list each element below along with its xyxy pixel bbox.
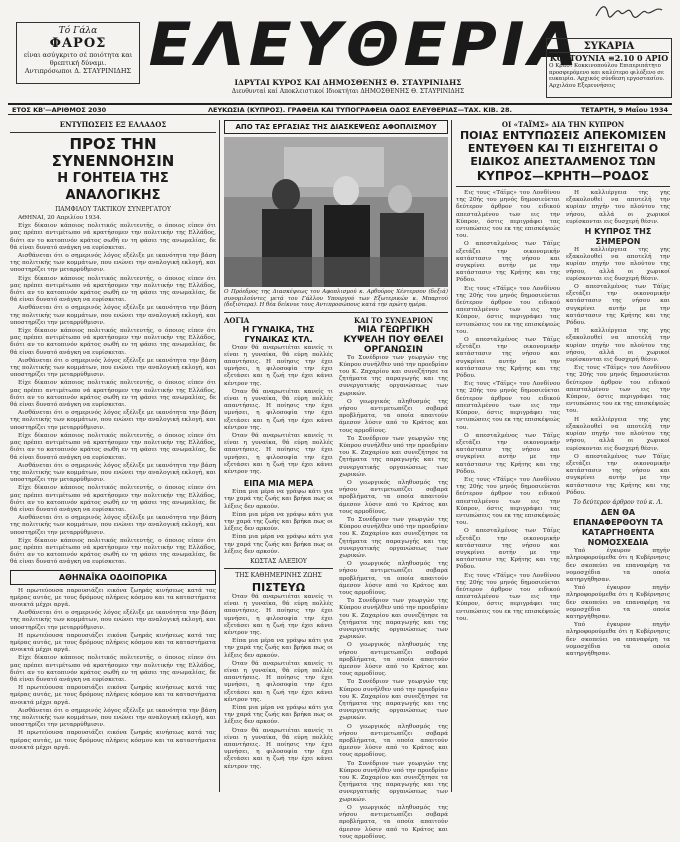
col2-right-paragraph-1: Το Συνέδριον των γεωργών της Κύπρου συνήλθεν υπό την προεδρίαν του Κ. Ζαχαρίου και συνεζήτησε τα ζητήματα της παραγωγής και της συνεργατικής οργανώσεως των χωρικών.	[339, 354, 448, 397]
col3-paragraph-1-cont3: Εις τους «Τάϊμς» του Λονδίνου της 20ής του μηνός δημοσιεύεται δεύτερον άρθρον του ειδικού απεσταλμένου των εις την Κύπρον, όστις περιγράφει τας εντυπώσεις του εκ της επισκέψεώς του.	[456, 476, 560, 527]
col3-headline: ΠΟΙΑΣ ΕΝΤΥΠΩΣΕΙΣ ΑΠΕΚΟΜΙΣΕΝ ΕΝΤΕΥΘΕΝ ΚΑΙ ΤΙ ΕΙΣΗΓΕΙΤΑΙ Ο ΕΙΔΙΚΟΣ ΑΠΕΣΤΑΛΜΕΝΟΣ ΤΩΝ	[459, 129, 667, 168]
col2-left-paragraph-2: Είπα μια μέρα να γράψω κάτι για την χαρά της ζωής και βρήκα πως οι λέξεις δεν αρκούν.	[224, 489, 333, 510]
col1-paragraph-3-cont3: Η πρωτεύουσα παρουσιάζει εικόνα ζωηράς κινήσεως κατά τας ημέρας αυτάς, με τους δρόμους πλήρεις κόσμου και τα καταστήματα ανοικτά μέχρι αργά.	[10, 730, 216, 751]
col3-paragraph-3: Η καλλιέργεια της γης εξακολουθεί να αποτελή την κυρίαν πηγήν του πλούτου της νήσου, αλλά οι χωρικοί ευρίσκονται εις δυσχερή θέσιν.	[566, 190, 670, 225]
issue-number: ΕΤΟΣ ΚΒ'—ΑΡΙΘΜΟΣ 2030	[12, 106, 107, 114]
col3-box-headline: ΔΕΝ ΘΑ ΕΠΑΝΑΦΕΡΘΟΥΝ ΤΑ ΚΑΤΑΡΓΗΘΕΝΤΑ ΝΟΜΟΣΧΕΔΙΑ	[573, 508, 663, 548]
col1-box-body	[10, 588, 216, 752]
col3-paragraph-1-cont2: Εις τους «Τάϊμς» του Λονδίνου της 20ής του μηνός δημοσιεύεται δεύτερον άρθρον του ειδικού απεσταλμένου των εις την Κύπρον, όστις περιγράφει τας εντυπώσεις του εκ της επισκέψεώς του.	[456, 381, 560, 431]
photo-caption: Ο Πρόεδρος της Διασκέψεως του Αφοπλισμού κ. Αρθούρος Χέντερσον (δεξιά) συνομιλούντες μετά του Γάλλου Υπουργού των Εξωτερικών κ. Μπαρτού (δεξιότερα). Η θέα δείκνυε τους Αντιπροσώπους κατά την πρώτη ημέρα.	[224, 289, 448, 308]
col2-left-body-2	[224, 489, 333, 556]
col3-headline2: ΚΥΠΡΟΣ—ΚΡΗΤΗ—ΡΟΔΟΣ	[476, 169, 650, 183]
col2-right-paragraph-2: Ο γεωργικός πληθυσμός της νήσου αντιμετωπίζει σοβαρά προβλήματα, τα οποία απαιτούν άμεσον λύσιν από το Κράτος και τους αρμοδίους.	[339, 398, 448, 434]
col1-paragraph-1-cont7: Είχε δίκαιον κάποιος πολιτικός πολιτευτής, ο όποιος είπεν ότι μας πρέπει αντιμέτωπο νά κρατήσομεν την πολιτικήν της Ελλάδος, διότι αν το κατοπινόν κράτος σωθή εν τη φάσει της ανωμαλίας, δε θά είναι δυνατό ανάγκη να ευρίσκεται.	[10, 655, 216, 683]
col3-paragraph-3-cont3: Η καλλιέργεια της γης εξακολουθεί να αποτελή την κυρίαν πηγήν του πλούτου της νήσου, αλλά οι χωρικοί ευρίσκονται εις δυσχερή θέσιν.	[566, 416, 670, 452]
col1-paragraph-3: Η πρωτεύουσα παρουσιάζει εικόνα ζωηράς κινήσεως κατά τας ημέρας αυτάς, με τους δρόμους πλήρεις κόσμου και τα καταστήματα ανοικτά μέχρι αργά.	[10, 587, 216, 608]
col1-headline: ΠΡΟΣ ΤΗΝ ΣΥΝΕΝΝΟΗΣΙΝ	[51, 135, 175, 170]
ear-left-line3: είναι ασύγκριτο σέ ποιότητα και θρεπτική δύναμι.	[23, 51, 133, 67]
col3-paragraph-3-cont2: Η καλλιέργεια της γης εξακολουθεί να αποτελή την κυρίαν πηγήν του πλούτου της νήσου, αλλά οι χωρικοί ευρίσκονται εις δυσχερή θέσιν.	[566, 328, 670, 364]
col2-right-section: ΚΑΙ ΤΟ ΣΥΝΕΔΡΙΟΝ	[353, 315, 434, 325]
col1-paragraph-1-cont6: Είχε δίκαιον κάποιος πολιτικός πολιτευτής, ο όποιος είπεν ότι μας πρέπει αντιμέτωπο νά κρατήσομεν την πολιτικήν της Ελλάδος, διότι αν το κατοπινόν κράτος σωθή εν τη φάσει της ανωμαλίας, δε θά είναι δυνατό ανάγκη να ευρίσκεται.	[10, 537, 216, 566]
col2-left-body	[224, 345, 333, 477]
column-rule	[219, 120, 220, 792]
divider	[224, 312, 448, 313]
col1-paragraph-3-cont2: Η πρωτεύουσα παρουσιάζει εικόνα ζωηράς κινήσεως κατά τας ημέρας αυτάς, με τους δρόμους πλήρεις κόσμου και τα καταστήματα ανοικτά μέχρι αργά.	[10, 685, 216, 706]
divider	[10, 132, 216, 133]
col2-right-subcolumn	[339, 316, 448, 842]
col2-left-box-kicker: ΤΗΣ ΚΑΘΗΜΕΡΙΝΗΣ ΖΩΗΣ	[235, 571, 322, 579]
photo-image	[224, 137, 448, 287]
col2-right-paragraph-2-cont: Ο γεωργικός πληθυσμός της νήσου αντιμετωπίζει σοβαρά προβλήματα, τα οποία απαιτούν άμεσον λύσιν από το Κράτος και τους αρμοδίους.	[339, 479, 448, 515]
col2-right-paragraph-2-cont2: Ο γεωργικός πληθυσμός της νήσου αντιμετωπίζει σοβαρά προβλήματα, τα οποία απαιτούν άμεσον λύσιν από το Κράτος και τους αρμοδίους.	[339, 561, 448, 596]
col1-paragraph-1-cont4: Είχε δίκαιον κάποιος πολιτικός πολιτευτής, ο όποιος είπεν ότι μας πρέπει αντιμέτωπο νά κρατήσομεν την πολιτικήν της Ελλάδος, διότι αν το κατοπινόν κράτος σωθή εν τη φάσει της ανωμαλίας, δε θά είναι δυνατό ανάγκη να ευρίσκεται.	[10, 432, 216, 461]
col2-left-headline: Η ΓΥΝΑΙΚΑ, ΤΗΣ ΓΥΝΑΙΚΑΣ ΚΤΛ.	[242, 324, 315, 344]
ear-left-line2: ΦΑΡΟΣ	[49, 36, 107, 51]
col3-paragraph-2: Ο απεσταλμένος των Τάϊμς εξετάζει την οικονομικήν κατάστασιν της νήσου και συγκρίνει αυτήν με την κατάστασιν της Κρήτης και της Ρόδου.	[456, 241, 560, 284]
col3-paragraph-2-cont: Ο απεσταλμένος των Τάϊμς εξετάζει την οικονομικήν κατάστασιν της νήσου και συγκρίνει αυτήν με την κατάστασιν της Κρήτης και της Ρόδου.	[456, 337, 560, 380]
divider	[224, 568, 333, 569]
col2-left-box-headline: ΠΙΣΤΕΥΩ	[251, 580, 306, 594]
newspaper-title: ΕΛΕΥΘΕΡΙΑ	[148, 10, 582, 80]
col1-paragraph-2-cont: Αισθάνεται ότι ο σημερινός λόγος εξέλιξε με ικανότητα την βάση της πολιτικής των κομμάτων, που ενώνει την αναλογική εκλογή, και υποστηρίζει την μεταρρύθμισιν.	[10, 305, 216, 326]
col1-paragraph-1-cont2: Είχε δίκαιον κάποιος πολιτικός πολιτευτής, ο όποιος είπεν ότι μας πρέπει αντιμέτωπο νά κρατήσομεν την πολιτικήν της Ελλάδος, διότι αν το κατοπινόν κράτος σωθή εν τη φάσει της ανωμαλίας, δε θά είναι δυνατό ανάγκη να ευρίσκεται.	[10, 328, 216, 356]
divider	[456, 186, 670, 187]
col2-left-box-paragraph-4: Είπα μια μέρα να γράψω κάτι για την χαρά της ζωής και βρήκα πως οι λέξεις δεν αρκούν.	[224, 705, 333, 726]
col2-split	[224, 316, 448, 842]
col1-paragraph-2-cont3: Αισθάνεται ότι ο σημερινός λόγος εξέλιξε με ικανότητα την βάση της πολιτικής των κομμάτων, που ενώνει την αναλογική εκλογή, και υποστηρίζει την μεταρρύθμισιν.	[10, 410, 216, 431]
col2-right-headline: ΜΙΑ ΓΕΩΡΓΙΚΗ ΚΥΨΕΛΗ ΠΟΥ ΘΕΛΕΙ ΟΡΓΑΝΩΣΙΝ	[343, 324, 444, 355]
col1-body	[10, 215, 216, 567]
col3-body-left	[456, 190, 560, 659]
col1-byline: ΠΑΜΦΙΛΟΥ ΤΑΚΤΙΚΟΥ ΣΥΝΕΡΓΑΤΟΥ	[55, 206, 171, 213]
col3-paragraph-3-cont: Η καλλιέργεια της γης εξακολουθεί να αποτελή την κυρίαν πηγήν του πλούτου της νήσου, αλλά οι χωρικοί ευρίσκονται εις δυσχερή θέσιν.	[566, 247, 670, 282]
col3-paragraph-4-cont2: Υπό έγκυρον πηγήν πληροφορούμεθα ότι η Κυβέρνησις δεν σκοπεύει να επαναφέρη τα νομοσχέδια τα οποία κατηργήθησαν.	[566, 622, 670, 657]
column-left	[10, 120, 216, 792]
col2-left-subcolumn	[224, 316, 333, 842]
column-rule	[451, 120, 452, 792]
col1-paragraph-2-cont2: Αισθάνεται ότι ο σημερινός λόγος εξέλιξε με ικανότητα την βάση της πολιτικής των κομμάτων, που ενώνει την αναλογική εκλογή, και υποστηρίζει την μεταρρύθμισιν.	[10, 357, 216, 379]
col1-paragraph-1: Είχε δίκαιον κάποιος πολιτικός πολιτευτής, ο όποιος είπεν ότι μας πρέπει αντιμέτωπο νά κρατήσομεν την πολιτικήν της Ελλάδος, διότι αν το κατοπινόν κράτος σωθή εν τη φάσει της ανωμαλίας, δε θά είναι δυνατό ανάγκη να ευρίσκεται.	[10, 223, 216, 251]
col2-right-paragraph-1-cont: Το Συνέδριον των γεωργών της Κύπρου συνήλθεν υπό την προεδρίαν του Κ. Ζαχαρίου και συνεζήτησε τα ζητήματα της παραγωγής και της συνεργατικής οργανώσεως των χωρικών.	[339, 435, 448, 478]
col2-left-paragraph-1: Όταν θά αναρωτιέται κανείς τι είναι η γυναίκα, θά εύρη πολλές απαντήσεις. Η ποίησις την έχει υμνήσει, η φιλοσοφία την έχει εξετάσει και η ζωή την έχει κάνει κέντρον της.	[224, 344, 333, 387]
col3-paragraph-1-cont5: Εις τους «Τάϊμς» του Λονδίνου της 20ής του μηνός δημοσιεύεται δεύτερον άρθρον του ειδικού απεσταλμένου των εις την Κύπρον, όστις περιγράφει τας εντυπώσεις του εκ της επισκέψεώς του.	[566, 365, 670, 415]
issue-date: ΤΕΤΑΡΤΗ, 9 Μαΐου 1934	[580, 106, 668, 114]
col3-body-right	[566, 190, 670, 659]
col3-box-kicker: Το δεύτερον άρθρον τού κ. Λ.	[573, 498, 663, 506]
col3-kicker: ΟΙ «ΤΑΪΜΣ» ΔΙΑ ΤΗΝ ΚΥΠΡΟΝ	[501, 120, 625, 129]
col1-kicker: ΕΝΤΥΠΩΣΕΙΣ ΕΞ ΕΛΛΑΔΟΣ	[59, 120, 167, 129]
col2-left-subhead: ΕΙΠΑ ΜΙΑ ΜΕΡΑ	[243, 479, 314, 489]
col3-paragraph-1-cont4: Εις τους «Τάϊμς» του Λονδίνου της 20ής του μηνός δημοσιεύεται δεύτερον άρθρον του ειδικού απεσταλμένου των εις την Κύπρον, όστις περιγράφει τας εντυπώσεις του εκ της επισκέψεώς του.	[456, 572, 560, 622]
col2-left-byline: ΚΩΣΤΑΣ ΑΛΕΞΙΟΥ	[250, 557, 307, 565]
col1-box-headline: ΑΘΗΝΑΪΚΑ ΟΔΟΙΠΟΡΙΚΑ	[10, 570, 216, 585]
col1-paragraph-2: Αισθάνεται ότι ο σημερινός λόγος εξέλιξε με ικανότητα την βάση της πολιτικής των κομμάτων, που ενώνει την αναλογική εκλογή, και υποστηρίζει την μεταρρύθμισιν.	[10, 253, 216, 274]
handwritten-signature	[594, 0, 664, 22]
col2-right-paragraph-1-cont3: Το Συνέδριον των γεωργών της Κύπρου συνήλθεν υπό την προεδρίαν του Κ. Ζαχαρίου και συνεζήτησε τα ζητήματα της παραγωγής και της συνεργατικής οργανώσεως των χωρικών.	[339, 598, 448, 641]
col2-left-paragraph-1-cont: Όταν θά αναρωτιέται κανείς τι είναι η γυναίκα, θά εύρη πολλές απαντήσεις. Η ποίησις την έχει υμνήσει, η φιλοσοφία την έχει εξετάσει και η ζωή την έχει κάνει κέντρον της.	[224, 388, 333, 431]
col2-right-paragraph-2-cont3: Ο γεωργικός πληθυσμός της νήσου αντιμετωπίζει σοβαρά προβλήματα, τα οποία απαιτούν άμεσον λύσιν από το Κράτος και τους αρμοδίους.	[339, 642, 448, 678]
publisher-address: ΛΕΥΚΩΣΙΑ (ΚΥΠΡΟΣ). ΓΡΑΦΕΙΑ ΚΑΙ ΤΥΠΟΓΡΑΦΕΙΑ ΟΔΟΣ ΕΛΕΥΘΕΡΙΑΣ—ΤΑΧ. ΚΙΒ. 28.	[208, 106, 512, 114]
col1-paragraph-2-cont4: Αισθάνεται ότι ο σημερινός λόγος εξέλιξε με ικανότητα την βάση της πολιτικής των κομμάτων, που ενώνει την αναλογική εκλογή, και υποστηρίζει την μεταρρύθμισιν.	[10, 462, 216, 484]
masthead	[8, 12, 672, 100]
col2-left-box-paragraph-2: Είπα μια μέρα να γράψω κάτι για την χαρά της ζωής και βρήκα πως οι λέξεις δεν αρκούν.	[224, 638, 333, 659]
ear-right-heading: ΣΥΚΑΡΙΑ	[549, 41, 669, 53]
col3-paragraph-2-cont3: Ο απεσταλμένος των Τάϊμς εξετάζει την οικονομικήν κατάστασιν της νήσου και συγκρίνει αυτήν με την κατάστασιν της Κρήτης και της Ρόδου.	[456, 528, 560, 571]
column-right	[456, 120, 670, 792]
ear-right-ad	[546, 38, 672, 98]
ear-right-line3: Ο Κρασί Κοκκινοπούλου Επιπεριπάτητο προσφερόμενο και καλύτερο φιλόξενο σε ευκαιρία. Αρχικός σύνδεση εργοστασίου. Αρχιλάου Εξερευνήσεις	[549, 63, 665, 89]
col2-left-section: ΛΟΓΙΑ	[224, 315, 250, 325]
col2-right-body	[339, 355, 448, 841]
col2-right-paragraph-2-cont4: Ο γεωργικός πληθυσμός της νήσου αντιμετωπίζει σοβαρά προβλήματα, τα οποία απαιτούν άμεσον λύσιν από το Κράτος και τους αρμοδίους.	[339, 723, 448, 759]
col2-left-box-body	[224, 594, 333, 771]
col3-paragraph-2-cont5: Ο απεσταλμένος των Τάϊμς εξετάζει την οικονομικήν κατάστασιν της νήσου και συγκρίνει αυτήν με την κατάστασιν της Κρήτης και της Ρόδου.	[566, 453, 670, 496]
col3-split	[456, 190, 670, 659]
column-center	[224, 120, 448, 840]
col2-left-paragraph-2-cont: Είπα μια μέρα να γράψω κάτι για την χαρά της ζωής και βρήκα πως οι λέξεις δεν αρκούν.	[224, 511, 333, 533]
col2-right-paragraph-1-cont4: Το Συνέδριον των γεωργών της Κύπρου συνήλθεν υπό την προεδρίαν του Κ. Ζαχαρίου και συνεζήτησε τα ζητήματα της παραγωγής και της συνεργατικής οργανώσεως των χωρικών.	[339, 679, 448, 722]
col3-paragraph-1: Εις τους «Τάϊμς» του Λονδίνου της 20ής του μηνός δημοσιεύεται δεύτερον άρθρον του ειδικού απεσταλμένου των εις την Κύπρον, όστις περιγράφει τας εντυπώσεις του εκ της επισκέψεώς του.	[456, 190, 560, 240]
col3-paragraph-1-cont: Εις τους «Τάϊμς» του Λονδίνου της 20ής του μηνός δημοσιεύεται δεύτερον άρθρον του ειδικού απεσταλμένου των εις την Κύπρον, όστις περιγράφει τας εντυπώσεις του εκ της επισκέψεώς του.	[456, 285, 560, 335]
col3-subhead: Η ΚΥΠΡΟΣ ΤΗΣ ΣΗΜΕΡΟΝ	[584, 227, 652, 247]
ear-left-line4: Αντιπρόσωποι Δ. ΣΤΑΥΡΙΝΙΔΗΣ	[24, 67, 132, 75]
col2-left-box-paragraph-5: Όταν θά αναρωτιέται κανείς τι είναι η γυναίκα, θά εύρη πολλές απαντήσεις. Η ποίησις την έχει υμνήσει, η φιλοσοφία την έχει εξετάσει και η ζωή την έχει κάνει κέντρον της.	[224, 727, 333, 770]
ear-left-ad	[16, 22, 140, 84]
col3-paragraph-2-cont2: Ο απεσταλμένος των Τάϊμς εξετάζει την οικονομικήν κατάστασιν της νήσου και συγκρίνει αυτήν με την κατάστασιν της Κρήτης και της Ρόδου.	[456, 432, 560, 475]
col2-left-box-paragraph-3: Όταν θά αναρωτιέται κανείς τι είναι η γυναίκα, θά εύρη πολλές απαντήσεις. Η ποίησις την έχει υμνήσει, η φιλοσοφία την έχει εξετάσει και η ζωή την έχει κάνει κέντρον της.	[224, 660, 333, 703]
col2-headline: ΑΠΟ ΤΑΣ ΕΡΓΑΣΙΑΣ ΤΗΣ ΔΙΑΣΚΕΨΕΩΣ ΑΦΟΠΛΙΣΜΟΥ	[224, 120, 448, 134]
ear-left-line1: Τό Γάλα	[58, 26, 98, 36]
photo-illustration	[224, 137, 448, 287]
col3-paragraph-4-cont: Υπό έγκυρον πηγήν πληροφορούμεθα ότι η Κυβέρνησις δεν σκοπεύει να επαναφέρη τα νομοσχέδια τα οποία κατηργήθησαν.	[566, 585, 670, 620]
col3-paragraph-4: Υπό έγκυρον πηγήν πληροφορούμεθα ότι η Κυβέρνησις δεν σκοπεύει να επαναφέρη τα νομοσχέδια τα οποία κατηργήθησαν.	[566, 548, 670, 583]
col3-paragraph-2-cont4: Ο απεσταλμένος των Τάϊμς εξετάζει την οικονομικήν κατάστασιν της νήσου και συγκρίνει αυτήν με την κατάστασιν της Κρήτης και της Ρόδου.	[566, 284, 670, 327]
col2-left-box-paragraph: Όταν θά αναρωτιέται κανείς τι είναι η γυναίκα, θά εύρη πολλές απαντήσεις. Η ποίησις την έχει υμνήσει, η φιλοσοφία την έχει εξετάσει και η ζωή την έχει κάνει κέντρον της.	[224, 593, 333, 636]
issue-strip	[8, 103, 672, 115]
col1-paragraph-1-cont: Είχε δίκαιον κάποιος πολιτικός πολιτευτής, ο όποιος είπεν ότι μας πρέπει αντιμέτωπο νά κρατήσομεν την πολιτικήν της Ελλάδος, διότι αν το κατοπινόν κράτος σωθή εν τη φάσει της ανωμαλίας, δε θά είναι δυνατό ανάγκη να ευρίσκεται.	[10, 275, 216, 304]
col1-paragraph-3-cont: Η πρωτεύουσα παρουσιάζει εικόνα ζωηράς κινήσεως κατά τας ημέρας αυτάς, με τους δρόμους πλήρεις κόσμου και τα καταστήματα ανοικτά μέχρι αργά.	[10, 632, 216, 654]
masthead-subtitle-2: Διευθυνταί καί Αποκλειστικοί Ιδιοκτήται ΔΗΜΟΣΘΕΝΗΣ Θ. ΣΤΑΥΡΙΝΙΔΗΣ	[231, 88, 465, 95]
col1-paragraph-1-cont3: Είχε δίκαιον κάποιος πολιτικός πολιτευτής, ο όποιος είπεν ότι μας πρέπει αντιμέτωπο νά κρατήσομεν την πολιτικήν της Ελλάδος, διότι αν το κατοπινόν κράτος σωθή εν τη φάσει της ανωμαλίας, δε θά είναι δυνατό ανάγκη να ευρίσκεται.	[10, 380, 216, 409]
col1-paragraph-2-cont5: Αισθάνεται ότι ο σημερινός λόγος εξέλιξε με ικανότητα την βάση της πολιτικής των κομμάτων, που ενώνει την αναλογική εκλογή, και υποστηρίζει την μεταρρύθμισιν.	[10, 515, 216, 536]
col2-right-paragraph-1-cont5: Το Συνέδριον των γεωργών της Κύπρου συνήλθεν υπό την προεδρίαν του Κ. Ζαχαρίου και συνεζήτησε τα ζητήματα της παραγωγής και της συνεργατικής οργανώσεως των χωρικών.	[339, 760, 448, 803]
col1-paragraph-2-cont7: Αισθάνεται ότι ο σημερινός λόγος εξέλιξε με ικανότητα την βάση της πολιτικής των κομμάτων, που ενώνει την αναλογική εκλογή, και υποστηρίζει την μεταρρύθμισιν.	[10, 610, 216, 631]
ear-right-line2: ΚΟΣΤΟΥΝΙΑ ≡2.10 0 ΑΡΙΟ	[549, 53, 669, 63]
col2-left-paragraph-2-cont2: Είπα μια μέρα να γράψω κάτι για την χαρά της ζωής και βρήκα πως οι λέξεις δεν αρκούν.	[224, 534, 333, 555]
col1-dateline: ΑΘΗΝΑΙ, 20 Απριλίου 1934.	[18, 215, 102, 221]
col2-left-paragraph-1-cont2: Όταν θά αναρωτιέται κανείς τι είναι η γυναίκα, θά εύρη πολλές απαντήσεις. Η ποίησις την έχει υμνήσει, η φιλοσοφία την έχει εξετάσει και η ζωή την έχει κάνει κέντρον της.	[224, 432, 333, 475]
masthead-subtitle-1: ΙΔΡΥΤΑΙ ΚΥΡΟΣ ΚΑΙ ΔΗΜΟΣΘΕΝΗΣ Θ. ΣΤΑΥΡΙΝΙΔΗΣ	[234, 78, 462, 87]
col1-paragraph-2-cont8: Αισθάνεται ότι ο σημερινός λόγος εξέλιξε με ικανότητα την βάση της πολιτικής των κομμάτων, που ενώνει την αναλογική εκλογή, και υποστηρίζει την μεταρρύθμισιν.	[10, 707, 216, 729]
col1-headline2: Η ΓΟΗΤΕΙΑ ΤΗΣ ΑΝΑΛΟΓΙΚΗΣ	[57, 171, 169, 203]
col2-right-paragraph-2-cont5: Ο γεωργικός πληθυσμός της νήσου αντιμετωπίζει σοβαρά προβλήματα, τα οποία απαιτούν άμεσον λύσιν από το Κράτος και τους αρμοδίους.	[339, 804, 448, 840]
col2-right-paragraph-1-cont2: Το Συνέδριον των γεωργών της Κύπρου συνήλθεν υπό την προεδρίαν του Κ. Ζαχαρίου και συνεζήτησε τα ζητήματα της παραγωγής και της συνεργατικής οργανώσεως των χωρικών.	[339, 516, 448, 559]
col1-paragraph-1-cont5: Είχε δίκαιον κάποιος πολιτικός πολιτευτής, ο όποιος είπεν ότι μας πρέπει αντιμέτωπο νά κρατήσομεν την πολιτικήν της Ελλάδος, διότι αν το κατοπινόν κράτος σωθή εν τη φάσει της ανωμαλίας, δε θά είναι δυνατό ανάγκη να ευρίσκεται.	[10, 485, 216, 513]
